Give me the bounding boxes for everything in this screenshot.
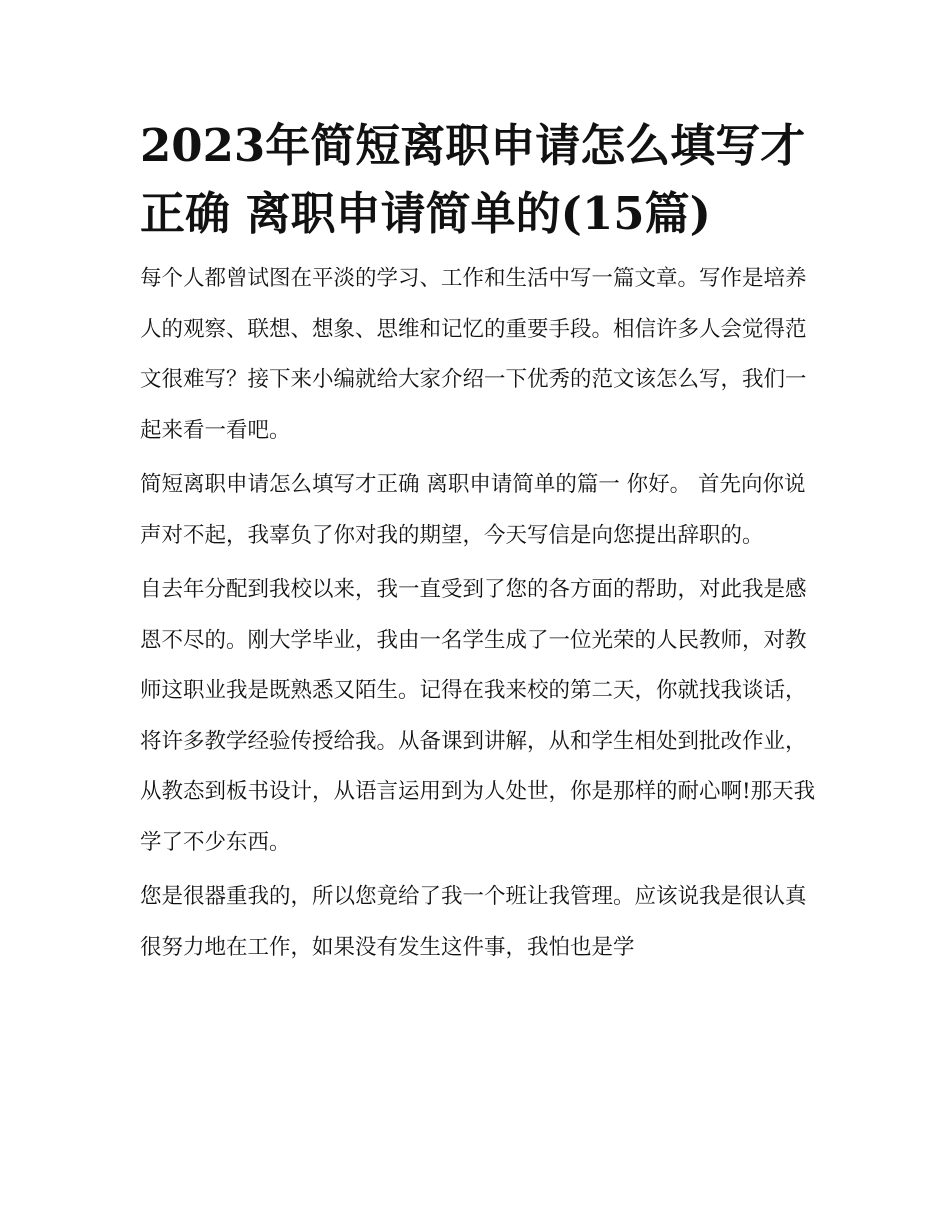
paragraph-opening: 简短离职申请怎么填写才正确 离职申请简单的篇一 你好。 首先向你说声对不起，我辜负了你对我的期望，今天写信是向您提出辞职的。 <box>140 472 806 548</box>
paragraph-intro: 每个人都曾试图在平淡的学习、工作和生活中写一篇文章。写作是培养人的观察、联想、想象、思维和记忆的重要手段。相信许多人会觉得范文很难写？接下来小编就给大家介绍一下优秀的范文该怎么写，我们一起来看一看吧。 <box>140 266 807 443</box>
paragraph-gratitude: 自去年分配到我校以来，我一直受到了您的各方面的帮助，对此我是感恩不尽的。刚大学毕业，我由一名学生成了一位光荣的人民教师，对教师这职业我是既熟悉又陌生。记得在我来校的第二天，你就找我谈话，将许多教学经验传授给我。从备课到讲解，从和学生相处到批改作业，从教态到板书设计，从语言运用到为人处世，你是那样的耐心啊!那天我学了不少东西。 <box>140 577 816 855</box>
document-title: 2023年简短离职申请怎么填写才正确 离职申请简单的(15篇) <box>140 119 806 240</box>
paragraph-class-management: 您是很器重我的，所以您竟给了我一个班让我管理。应该说我是很认真很努力地在工作，如果没有发生这件事，我怕也是学 <box>140 884 807 960</box>
document-body <box>140 112 820 977</box>
